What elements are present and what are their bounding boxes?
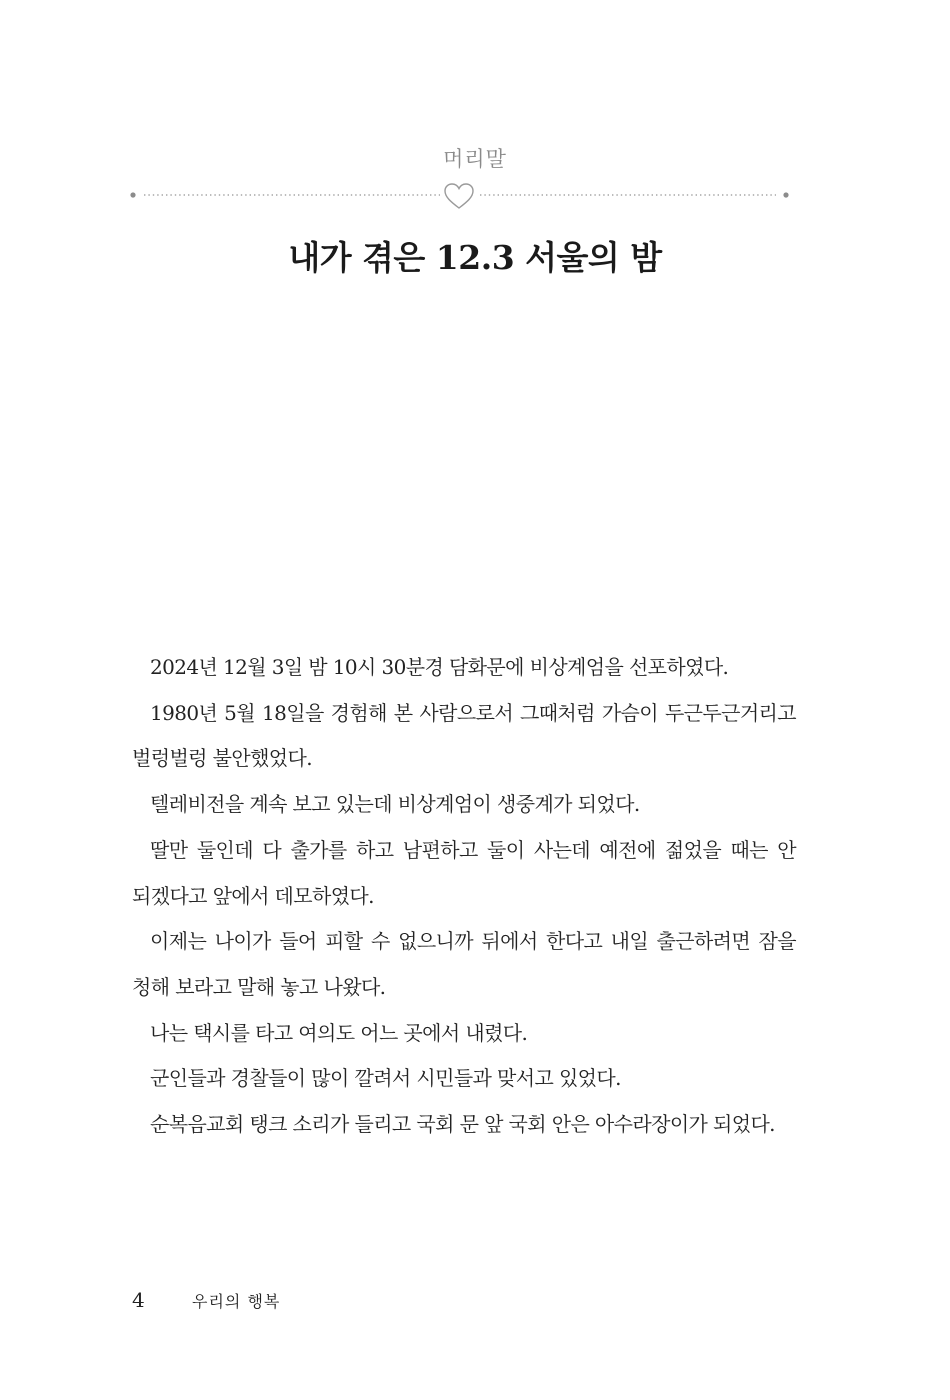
ornamental-divider xyxy=(128,181,794,211)
divider-right-dot xyxy=(783,192,788,197)
paragraph: 순복음교회 탱크 소리가 들리고 국회 문 앞 국회 안은 아수라장이가 되었다. xyxy=(150,1112,775,1137)
heart-icon xyxy=(445,184,473,208)
paragraph: 나는 택시를 타고 여의도 어느 곳에서 내렸다. xyxy=(150,1020,528,1045)
paragraph: 군인들과 경찰들이 많이 깔려서 시민들과 맞서고 있었다. xyxy=(150,1066,621,1091)
paragraph: 2024년 12월 3일 밤 10시 30분경 담화문에 비상계엄을 선포하였다. xyxy=(150,655,729,679)
paragraph: 딸만 둘인데 다 출가를 하고 남편하고 둘이 사는데 예전에 젊었을 때는 안 되겠다고 앞에서 데모하였다. xyxy=(132,837,796,908)
paragraph: 텔레비전을 계속 보고 있는데 비상계엄이 생중계가 되었다. xyxy=(150,792,640,817)
paragraph: 이제는 나이가 들어 피할 수 없으니까 뒤에서 한다고 내일 출근하려면 잠을 청해 보라고 말해 놓고 나왔다. xyxy=(132,929,796,999)
section-label: 머리말 xyxy=(443,147,507,171)
divider-left-dot xyxy=(130,192,135,197)
page-footer xyxy=(132,1288,280,1312)
page-title: 내가 겪은 12.3 서울의 밤 xyxy=(288,238,662,277)
body-text xyxy=(132,645,796,1148)
paragraph: 1980년 5월 18일을 경험해 본 사람으로서 그때처럼 가슴이 두근두근거리고 벌렁벌렁 불안했었다. xyxy=(132,700,796,771)
running-title: 우리의 행복 xyxy=(192,1292,281,1311)
page-number: 4 xyxy=(132,1288,145,1312)
